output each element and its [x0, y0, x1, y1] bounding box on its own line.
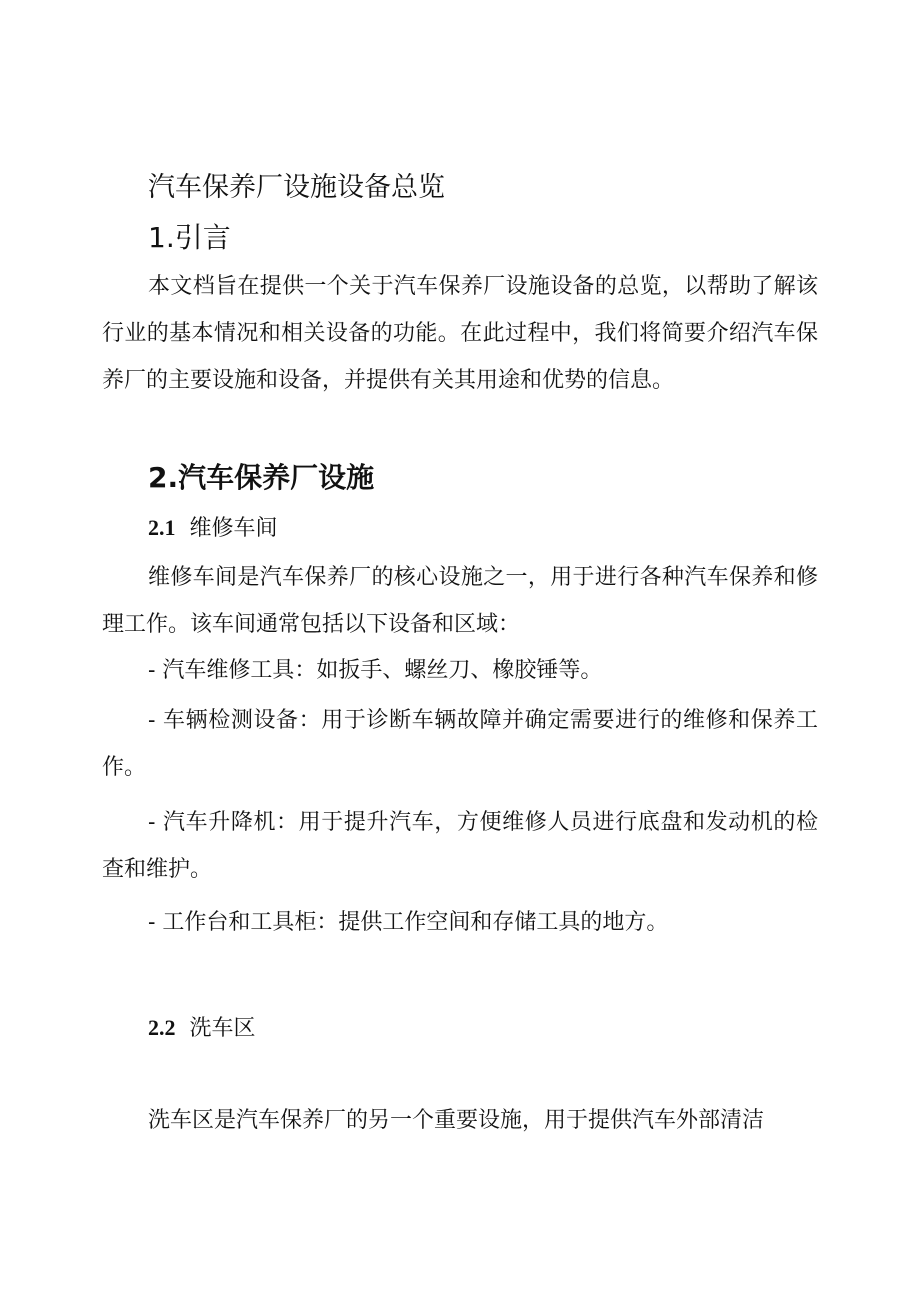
subsection-title: 维修车间 — [189, 516, 278, 541]
document-title: 汽车保养厂设施设备总览 — [148, 172, 445, 203]
car-wash-paragraph: 洗车区是汽车保养厂的另一个重要设施，用于提供汽车外部清洁 — [148, 1108, 765, 1133]
repair-workshop-paragraph: 维修车间是汽车保养厂的核心设施之一，用于进行各种汽车保养和修理工作。该车间通常包括以下设备和区域： — [102, 565, 818, 637]
subsection-number: 2.1 — [148, 515, 176, 540]
section-heading-introduction: 1.引言 — [148, 221, 231, 254]
subsection-title: 洗车区 — [189, 1016, 256, 1041]
subsection-heading-repair-workshop — [148, 512, 278, 545]
list-item-car-lift: - 汽车升降机：用于提升汽车，方便维修人员进行底盘和发动机的检查和维护。 — [102, 810, 818, 882]
section-heading-facilities: 2.汽车保养厂设施 — [148, 461, 375, 494]
list-item-workbench: - 工作台和工具柜：提供工作空间和存储工具的地方。 — [148, 910, 669, 935]
list-item-repair-tools: - 汽车维修工具：如扳手、螺丝刀、橡胶锤等。 — [148, 658, 603, 683]
subsection-number: 2.2 — [148, 1015, 176, 1040]
list-item-detection-equipment: - 车辆检测设备：用于诊断车辆故障并确定需要进行的维修和保养工作。 — [102, 708, 818, 780]
introduction-paragraph: 本文档旨在提供一个关于汽车保养厂设施设备的总览，以帮助了解该行业的基本情况和相关设备的功能。在此过程中，我们将简要介绍汽车保养厂的主要设施和设备，并提供有关其用途和优势的信息。 — [102, 274, 818, 393]
subsection-heading-car-wash — [148, 1012, 256, 1045]
